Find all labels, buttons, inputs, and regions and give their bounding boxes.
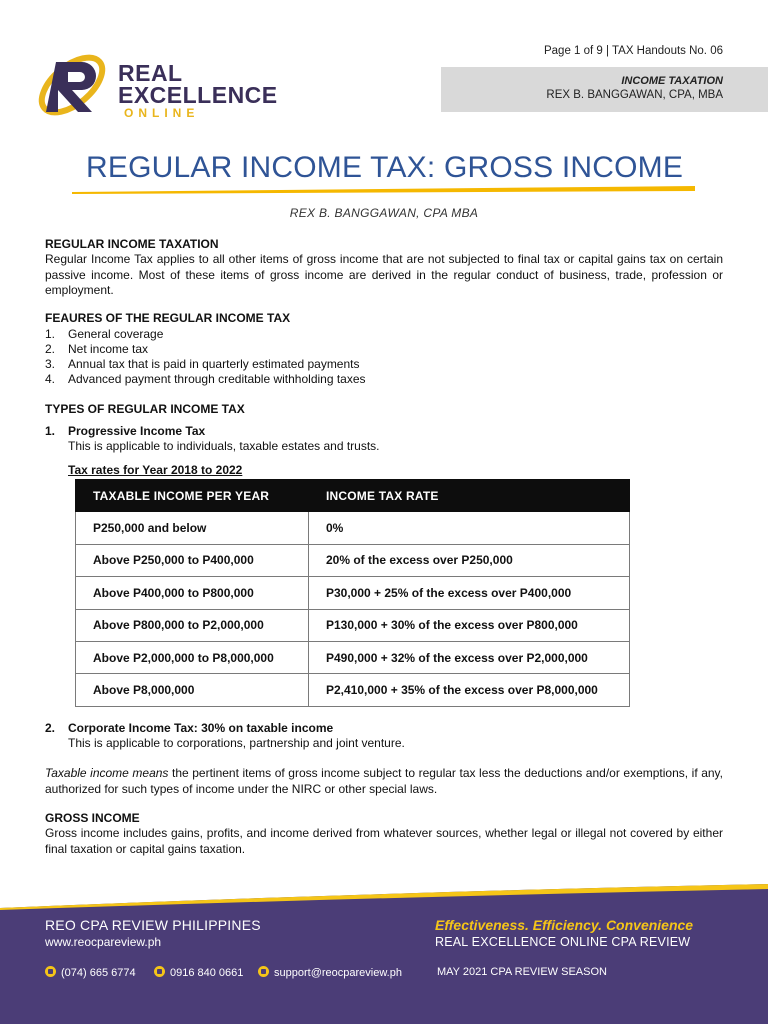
- footer-slogan: Effectiveness. Efficiency. Convenience: [435, 917, 694, 933]
- table-header-row: [76, 480, 630, 512]
- header-box: [441, 67, 768, 112]
- cell-rate: P30,000 + 25% of the excess over P400,000: [309, 577, 630, 609]
- cell-income: Above P2,000,000 to P8,000,000: [76, 641, 309, 673]
- cell-rate: P130,000 + 30% of the excess over P800,000: [309, 609, 630, 641]
- cell-rate: P2,410,000 + 35% of the excess over P8,000,000: [309, 674, 630, 706]
- section-heading-features: FEAURES OF THE REGULAR INCOME TAX: [45, 311, 291, 325]
- section-heading-gross: GROSS INCOME: [45, 811, 140, 825]
- logo-text-online: ONLINE: [124, 106, 200, 120]
- cell-rate: 0%: [309, 512, 630, 544]
- byline: REX B. BANGGAWAN, CPA MBA: [289, 206, 479, 220]
- title-underline: [72, 186, 695, 194]
- logo-text-real: REAL: [118, 60, 183, 86]
- header-subject: INCOME TAXATION: [621, 75, 723, 87]
- corporate-tax-desc: This is applicable to corporations, partnership and joint venture.: [68, 736, 405, 750]
- brand-logo: [34, 40, 304, 130]
- table-row: [76, 641, 630, 673]
- footer-band: [0, 880, 768, 1024]
- cell-income: P250,000 and below: [76, 512, 309, 544]
- table-row: [76, 577, 630, 609]
- cell-rate: 20% of the excess over P250,000: [309, 544, 630, 576]
- list-item: 2. Net income tax: [45, 342, 149, 356]
- tax-rates-table: [75, 479, 630, 707]
- paragraph-gross: Gross income includes gains, profits, and income derived from whatever sources, whether legal or illegal not covered by either final taxation or capital gains taxation.: [45, 826, 723, 856]
- table-row: [76, 512, 630, 544]
- cell-income: Above P400,000 to P800,000: [76, 577, 309, 609]
- footer-phone: (074) 665 6774: [45, 966, 136, 979]
- table-row: [76, 544, 630, 576]
- page-info: Page 1 of 9 | TAX Handouts No. 06: [543, 45, 723, 57]
- table-row: [76, 609, 630, 641]
- footer-email[interactable]: support@reocpareview.ph: [258, 966, 402, 979]
- taxable-income-definition: the pertinent items of gross income subject to regular tax less the deductions and/or exemptions, if any, authorized for such types of income under the NIRC or other special laws.: [45, 766, 724, 796]
- cell-income: Above P800,000 to P2,000,000: [76, 609, 309, 641]
- section-heading-regular: REGULAR INCOME TAXATION: [45, 237, 219, 251]
- list-item: 3. Annual tax that is paid in quarterly estimated payments: [45, 357, 360, 371]
- progressive-tax-desc: This is applicable to individuals, taxable estates and trusts.: [68, 439, 380, 453]
- mobile-icon: [154, 966, 165, 977]
- corporate-tax-title: Corporate Income Tax: 30% on taxable income: [68, 721, 334, 735]
- logo-text-excellence: EXCELLENCE: [118, 82, 278, 108]
- footer-mobile: 0916 840 0661: [154, 966, 243, 979]
- column-header-income: TAXABLE INCOME PER YEAR: [76, 480, 309, 512]
- taxable-income-term: Taxable income means: [45, 766, 169, 780]
- rates-caption: Tax rates for Year 2018 to 2022: [68, 463, 243, 477]
- paragraph-taxable-income: [45, 766, 723, 797]
- mail-icon: [258, 966, 269, 977]
- phone-icon: [45, 966, 56, 977]
- list-item: 1. General coverage: [45, 327, 164, 341]
- header-author: REX B. BANGGAWAN, CPA, MBA: [546, 89, 723, 101]
- cell-income: Above P8,000,000: [76, 674, 309, 706]
- section-heading-types: TYPES OF REGULAR INCOME TAX: [45, 402, 245, 416]
- cell-rate: P490,000 + 32% of the excess over P2,000,000: [309, 641, 630, 673]
- list-item: 4. Advanced payment through creditable withholding taxes: [45, 372, 366, 386]
- page-title: REGULAR INCOME TAX: GROSS INCOME: [86, 151, 684, 184]
- column-header-rate: INCOME TAX RATE: [309, 480, 630, 512]
- reo-emblem-icon: [34, 40, 119, 130]
- paragraph-regular: Regular Income Tax applies to all other items of gross income that are not subjected to final tax or capital gains tax on certain passive income. Most of these items of gross income are derived in the regular conduct of business, trade, profession or employment.: [45, 252, 723, 297]
- footer-org-full: REAL EXCELLENCE ONLINE CPA REVIEW: [435, 935, 691, 949]
- features-list: [45, 327, 366, 387]
- progressive-tax-title: Progressive Income Tax: [68, 424, 206, 438]
- footer-website[interactable]: www.reocpareview.ph: [45, 935, 162, 949]
- cell-income: Above P250,000 to P400,000: [76, 544, 309, 576]
- table-row: [76, 674, 630, 706]
- footer-background: [0, 880, 768, 1024]
- footer-season: MAY 2021 CPA REVIEW SEASON: [437, 966, 607, 978]
- footer-org-name: REO CPA REVIEW PHILIPPINES: [45, 917, 261, 933]
